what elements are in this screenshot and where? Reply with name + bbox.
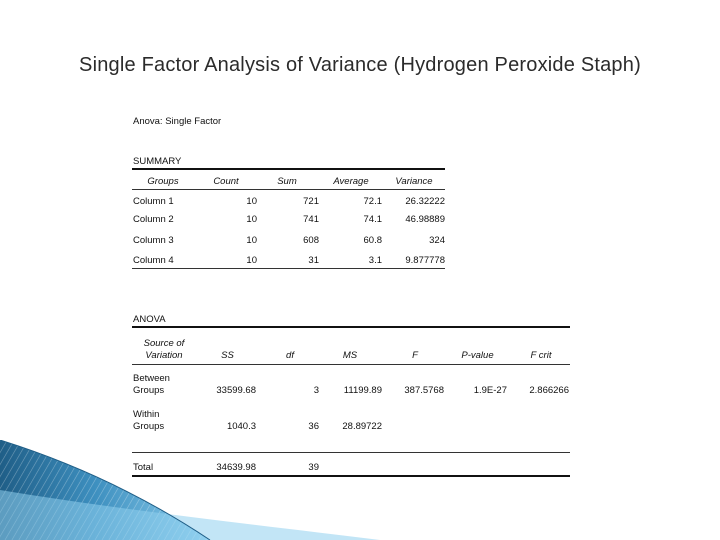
variance-cell: 26.32222 (405, 196, 445, 207)
anova-header-cell: MS (342, 350, 358, 361)
source-name: Between Groups (133, 373, 170, 396)
ms-cell: 28.89722 (342, 421, 382, 432)
ss-cell: 33599.68 (216, 385, 256, 396)
anova-header-rule (132, 364, 570, 365)
p-value-cell: 1.9E-27 (473, 385, 507, 396)
summary-label: SUMMARY (133, 156, 182, 167)
average-cell: 74.1 (363, 214, 382, 225)
sum-cell: 608 (303, 235, 319, 246)
ss-cell: 34639.98 (216, 462, 256, 473)
summary-header-rule (132, 189, 445, 190)
anova-header-cell: F (412, 350, 418, 361)
count-cell: 10 (246, 196, 257, 207)
variance-cell: 9.877778 (405, 255, 445, 266)
group-name: Column 1 (133, 196, 174, 207)
count-cell: 10 (246, 255, 257, 266)
ms-cell: 11199.89 (343, 385, 382, 396)
average-cell: 72.1 (363, 196, 382, 207)
summary-header-cell: Average (333, 176, 369, 187)
anova-title: Anova: Single Factor (133, 116, 222, 127)
anova-header-cell: Source of Variation (143, 338, 185, 361)
summary-header-cell: Sum (277, 176, 297, 187)
variance-cell: 46.98889 (405, 214, 445, 225)
sum-cell: 741 (303, 214, 319, 225)
count-cell: 10 (246, 235, 257, 246)
average-cell: 3.1 (368, 255, 382, 266)
f-cell: 387.5768 (404, 385, 444, 396)
slide-title: Single Factor Analysis of Variance (Hydrogen Peroxide Staph) (79, 54, 641, 76)
sum-cell: 721 (303, 196, 319, 207)
summary-bottom-rule (132, 268, 445, 269)
group-name: Column 3 (133, 235, 174, 246)
average-cell: 60.8 (363, 235, 382, 246)
anova-header-cell: df (286, 350, 294, 361)
df-cell: 39 (308, 462, 319, 473)
summary-header-cell: Groups (147, 176, 179, 187)
anova-label: ANOVA (133, 314, 166, 325)
anova-header-cell: SS (221, 350, 234, 361)
df-cell: 36 (308, 421, 319, 432)
source-name: Within Groups (133, 409, 165, 432)
source-name: Total (133, 462, 154, 473)
summary-header-cell: Variance (395, 176, 433, 187)
variance-cell: 324 (429, 235, 445, 246)
decorative-swoosh (0, 440, 380, 540)
anova-header-cell: F crit (530, 350, 552, 361)
df-cell: 3 (313, 385, 319, 396)
summary-top-rule (132, 168, 445, 170)
group-name: Column 2 (133, 214, 174, 225)
ss-cell: 1040.3 (226, 421, 256, 432)
f-crit-cell: 2.866266 (529, 385, 569, 396)
group-name: Column 4 (133, 255, 174, 266)
count-cell: 10 (246, 214, 257, 225)
summary-header-cell: Count (213, 176, 239, 187)
sum-cell: 31 (308, 255, 319, 266)
anova-top-rule (132, 326, 570, 328)
anova-header-cell: P-value (461, 350, 494, 361)
